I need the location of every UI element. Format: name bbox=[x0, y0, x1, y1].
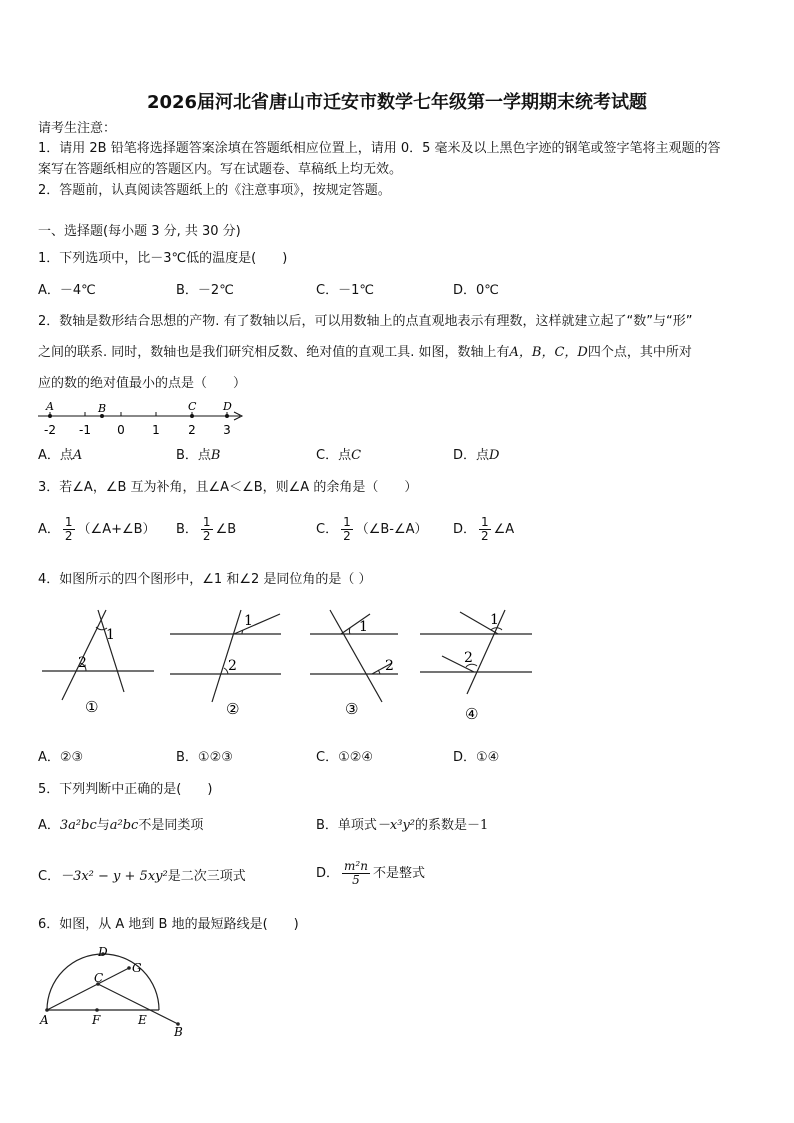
question-2-line-2-text-a: 之间的联系. 同时，数轴也是我们研究相反数、绝对值的直观工具. 如图，数轴上有 bbox=[38, 345, 510, 360]
question-2-line-2 bbox=[38, 345, 692, 361]
option-text: （∠B-∠A） bbox=[355, 522, 428, 537]
question-5-option-b bbox=[316, 818, 488, 834]
number-line-figure bbox=[30, 398, 250, 438]
angle-2-label: 2 bbox=[385, 658, 394, 674]
label-a: A bbox=[40, 1013, 49, 1027]
notice-item-1-line-2: 案写在答题纸相应的答题区内。写在试题卷、草稿纸上均无效。 bbox=[38, 162, 403, 177]
option-text: ∠A bbox=[493, 522, 515, 537]
question-4-option-c: C．①②④ bbox=[316, 750, 374, 765]
question-2-line-3: 应的数的绝对值最小的点是（ ） bbox=[38, 376, 247, 391]
question-1-option-d: D．0℃ bbox=[453, 283, 499, 298]
question-2-line-1: 2．数轴是数形结合思想的产物. 有了数轴以后，可以用数轴上的点直观地表示有理数，这样就建立起了“数”与“形” bbox=[38, 314, 693, 329]
angle-2-label: 2 bbox=[228, 658, 237, 674]
option-point: A bbox=[72, 448, 83, 463]
angle-1-label: 1 bbox=[106, 627, 115, 643]
option-label: C．点 bbox=[316, 448, 352, 463]
label-c: C bbox=[94, 971, 104, 985]
math-expression: 3a²bc bbox=[59, 818, 97, 833]
option-label: D． bbox=[453, 522, 477, 537]
option-point: D bbox=[489, 448, 500, 463]
fraction-denominator: 2 bbox=[481, 529, 489, 543]
page-title: 2026届河北省唐山市迁安市数学七年级第一学期期末统考试题 bbox=[146, 92, 648, 113]
question-3-option-a bbox=[38, 516, 156, 543]
line bbox=[212, 610, 241, 702]
notice-item-2: 2．答题前，认真阅读答题纸上的《注意事项》，按规定答题。 bbox=[38, 183, 391, 198]
label-b: B bbox=[174, 1025, 183, 1039]
question-1-option-c: C．－1℃ bbox=[316, 283, 374, 298]
fraction-numerator: 1 bbox=[64, 515, 73, 529]
fraction-denominator: 2 bbox=[64, 529, 73, 543]
question-4-option-a: A．②③ bbox=[38, 750, 84, 765]
question-4-option-d: D．①④ bbox=[453, 750, 500, 765]
option-label: B． bbox=[176, 522, 198, 537]
question-1-stem: 1．下列选项中，比－3℃低的温度是( ) bbox=[38, 251, 288, 266]
question-6-stem: 6．如图，从 A 地到 B 地的最短路线是( ) bbox=[38, 917, 299, 932]
point-b-label: B bbox=[98, 402, 107, 415]
math-expression: －x³y² bbox=[376, 818, 416, 833]
question-6-route-figure bbox=[34, 944, 194, 1042]
option-point: B bbox=[210, 448, 221, 463]
option-text: 不是整式 bbox=[372, 866, 425, 881]
question-3-option-b bbox=[176, 516, 236, 543]
fraction-one-half bbox=[201, 516, 213, 543]
option-label: C． bbox=[38, 869, 61, 884]
option-text: （∠A+∠B） bbox=[77, 522, 156, 537]
fraction-one-half bbox=[341, 516, 353, 543]
option-text: 不是同类项 bbox=[138, 818, 204, 833]
point-f bbox=[95, 1008, 99, 1012]
angle-arc bbox=[349, 628, 350, 634]
question-4-option-b: B．①②③ bbox=[176, 750, 233, 765]
angle-2-label: 2 bbox=[464, 650, 473, 666]
question-3-option-d bbox=[453, 516, 514, 543]
option-label: C． bbox=[316, 522, 339, 537]
section-heading: 一、选择题(每小题 3 分, 共 30 分) bbox=[38, 224, 241, 239]
point-g bbox=[127, 966, 131, 970]
point-d-dot bbox=[225, 414, 229, 418]
figure-4-label: ④ bbox=[465, 705, 479, 723]
fraction-one-half bbox=[479, 516, 491, 543]
line bbox=[98, 610, 124, 692]
tick-label: -1 bbox=[79, 423, 91, 437]
question-2-option-a bbox=[38, 448, 82, 464]
question-5-option-c bbox=[38, 869, 246, 885]
question-5-option-a bbox=[38, 818, 203, 834]
question-3-option-c bbox=[316, 516, 428, 543]
point-a bbox=[45, 1008, 49, 1012]
question-1-option-a: A．－4℃ bbox=[38, 283, 96, 298]
fraction-one-half bbox=[63, 516, 75, 543]
math-expression: a²bc bbox=[109, 818, 139, 833]
fraction-denominator: 5 bbox=[352, 873, 360, 887]
fraction-denominator: 2 bbox=[202, 529, 211, 543]
label-f: F bbox=[92, 1013, 101, 1027]
tick-label: 3 bbox=[223, 423, 231, 437]
question-5-stem: 5．下列判断中正确的是( ) bbox=[38, 782, 213, 797]
fraction-numerator: m²n bbox=[344, 859, 368, 873]
point-d-label: D bbox=[223, 400, 232, 413]
label-d: D bbox=[98, 945, 108, 959]
fraction-numerator: 1 bbox=[481, 515, 489, 529]
tick-label: -2 bbox=[44, 423, 56, 437]
tick-label: 1 bbox=[152, 423, 160, 437]
question-4-figures bbox=[36, 600, 536, 728]
figure-2-label: ② bbox=[226, 700, 240, 718]
point-a-label: A bbox=[46, 400, 54, 413]
angle-1-label: 1 bbox=[490, 612, 499, 628]
option-label: A． bbox=[38, 818, 60, 833]
fraction-numerator: 1 bbox=[343, 515, 351, 529]
math-value: －1 bbox=[467, 818, 489, 833]
option-label: B．点 bbox=[176, 448, 211, 463]
figure-1 bbox=[42, 610, 154, 716]
question-2-option-b bbox=[176, 448, 220, 464]
notice-item-1-line-1: 1．请用 2B 铅笔将选择题答案涂填在答题纸相应位置上，请用 0．5 毫米及以上黑色字迹的钢笔或签字笔将主观题的答 bbox=[38, 141, 721, 156]
question-2-option-d bbox=[453, 448, 499, 464]
label-g: G bbox=[132, 961, 142, 975]
option-text: 与 bbox=[96, 818, 110, 833]
option-label: D．点 bbox=[453, 448, 490, 463]
option-label: A．点 bbox=[38, 448, 73, 463]
math-expression: －3x² − y + 5xy² bbox=[60, 869, 168, 884]
option-label: A． bbox=[38, 522, 60, 537]
fraction bbox=[342, 860, 370, 887]
option-label: D． bbox=[316, 866, 340, 881]
angle-1-label: 1 bbox=[244, 613, 253, 629]
point-a-dot bbox=[48, 414, 52, 418]
option-text: 的系数是 bbox=[415, 818, 468, 833]
question-2-line-2-text-b: 四个点，其中所对 bbox=[587, 345, 692, 360]
fraction-numerator: 1 bbox=[202, 515, 211, 529]
fraction-denominator: 2 bbox=[343, 529, 351, 543]
figure-2 bbox=[170, 610, 281, 718]
line bbox=[234, 614, 280, 634]
question-2-points: A，B，C，D bbox=[509, 345, 588, 360]
point-c-label: C bbox=[188, 400, 197, 413]
question-2-option-c bbox=[316, 448, 361, 464]
option-text: 是二次三项式 bbox=[167, 869, 246, 884]
figure-1-label: ① bbox=[85, 698, 99, 716]
angle-1-label: 1 bbox=[359, 619, 368, 635]
option-label: B．单项式 bbox=[316, 818, 377, 833]
notice-heading: 请考生注意： bbox=[38, 121, 117, 136]
figure-4 bbox=[420, 610, 532, 723]
option-text: ∠B bbox=[215, 522, 237, 537]
question-3-stem: 3．若∠A，∠B 互为补角，且∠A＜∠B，则∠A 的余角是（ ） bbox=[38, 480, 418, 495]
tick-label: 0 bbox=[117, 423, 125, 437]
question-1-option-b: B．－2℃ bbox=[176, 283, 234, 298]
figure-3-label: ③ bbox=[345, 700, 359, 718]
angle-2-label: 2 bbox=[78, 655, 87, 671]
tick-label: 2 bbox=[188, 423, 196, 437]
option-point: C bbox=[351, 448, 362, 463]
question-5-option-d bbox=[316, 860, 425, 887]
question-4-stem: 4．如图所示的四个图形中，∠1 和∠2 是同位角的是（ ） bbox=[38, 572, 372, 587]
figure-3 bbox=[310, 610, 398, 718]
label-e: E bbox=[138, 1013, 147, 1027]
point-c-dot bbox=[190, 414, 194, 418]
